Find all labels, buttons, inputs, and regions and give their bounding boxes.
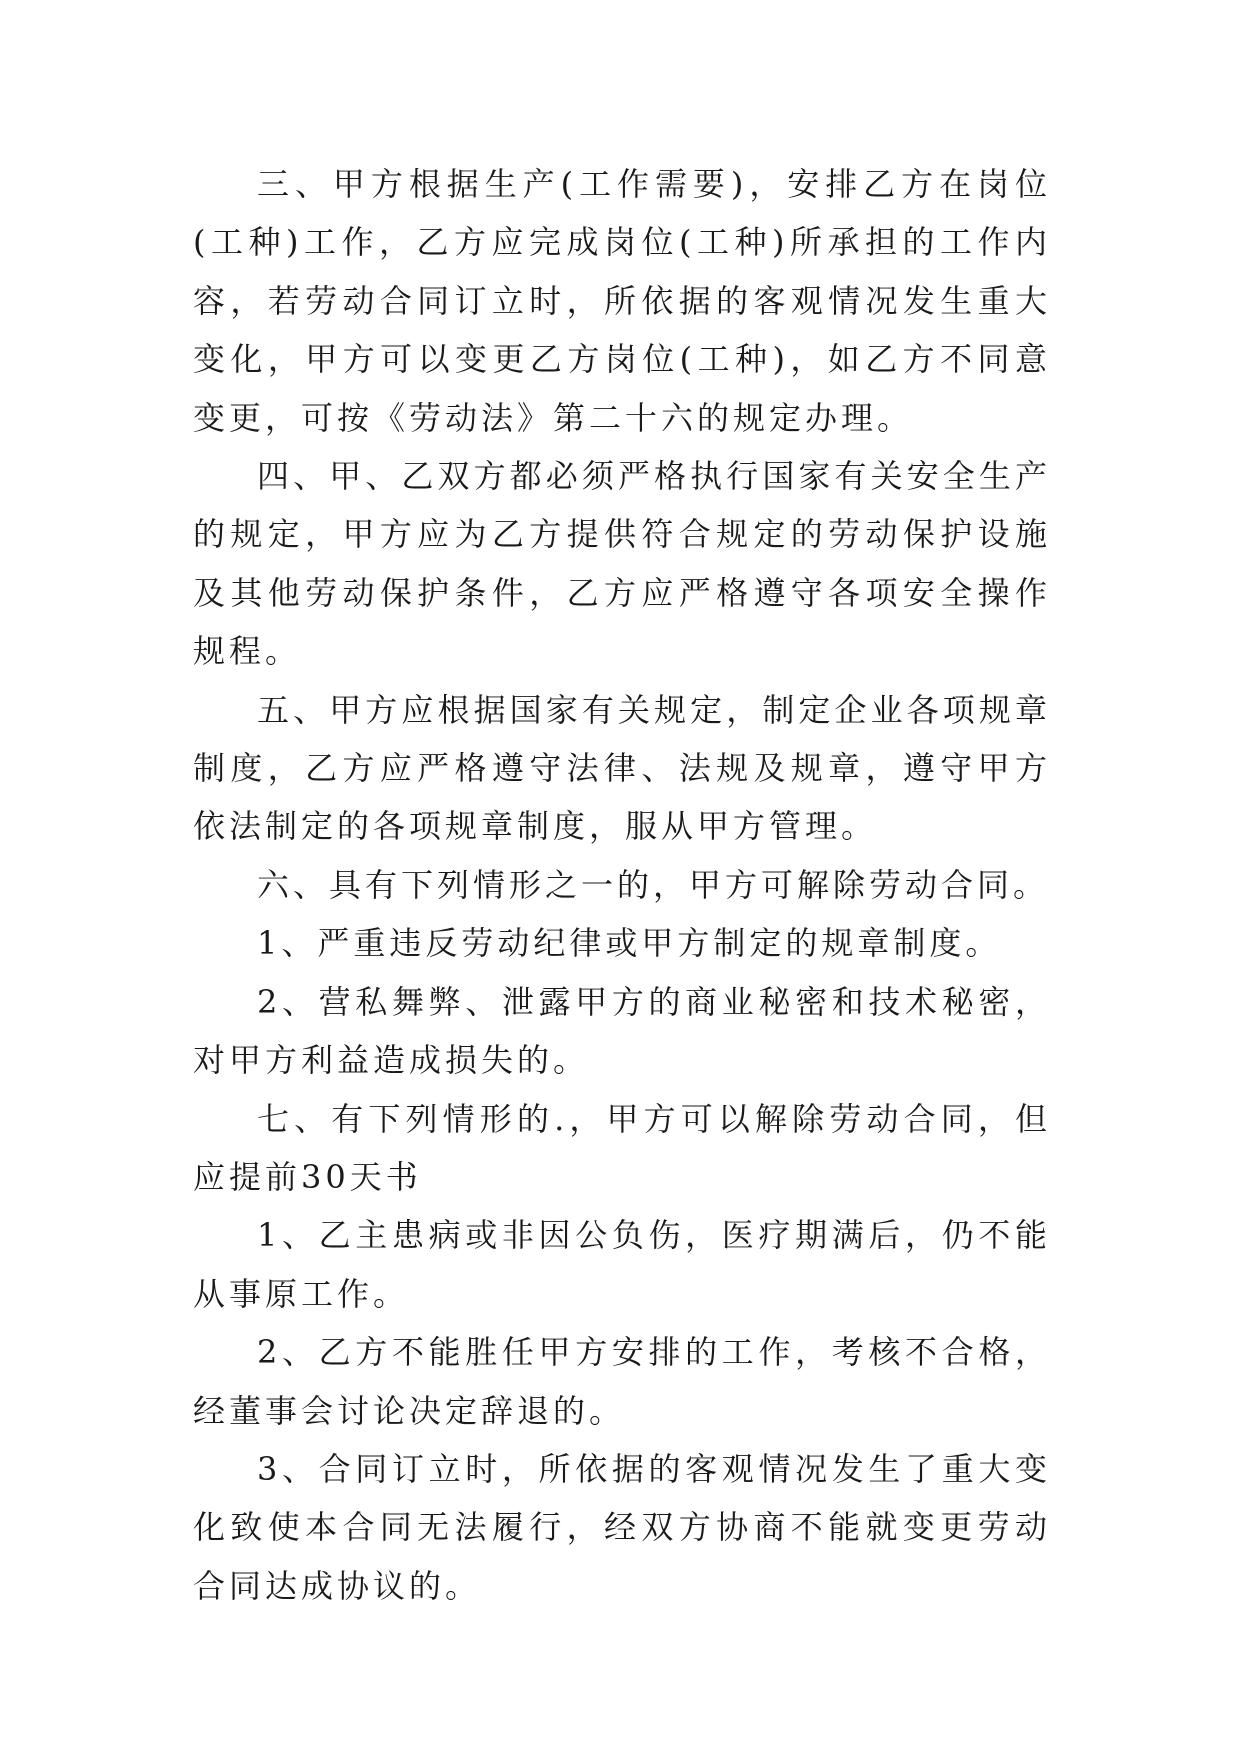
- clause-6-item-1: 1、严重违反劳动纪律或甲方制定的规章制度。: [257, 924, 1002, 963]
- clause-3-paragraph: 三、甲方根据生产(工作需要)，安排乙方在岗位(工种)工作，乙方应完成岗位(工种)所承担的工作内容，若劳动合同订立时，所依据的客观情况发生重大变化，甲方可以变更乙方岗位(工种)，如乙方不同意变更，可按《劳动法》第二十六的规定办理。: [193, 165, 1051, 437]
- clause-6-item-2: 2、营私舞弊、泄露甲方的商业秘密和技术秘密，对甲方利益造成损失的。: [193, 982, 1051, 1080]
- clause-5-paragraph: 五、甲方应根据国家有关规定，制定企业各项规章制度，乙方应严格遵守法律、法规及规章，遵守甲方依法制定的各项规章制度，服从甲方管理。: [193, 690, 1051, 846]
- clause-7-item-1: 1、乙主患病或非因公负伤，医疗期满后，仍不能从事原工作。: [193, 1216, 1051, 1313]
- clause-4-paragraph: 四、甲、乙双方都必须严格执行国家有关安全生产的规定，甲方应为乙方提供符合规定的劳动保护设施及其他劳动保护条件，乙方应严格遵守各项安全操作规程。: [193, 457, 1051, 671]
- clause-7-paragraph: 七、有下列情形的.，甲方可以解除劳动合同，但应提前30天书: [193, 1099, 1051, 1196]
- document-body: [193, 155, 1051, 1615]
- clause-7-item-2: 2、乙方不能胜任甲方安排的工作，考核不合格，经董事会讨论决定辞退的。: [193, 1333, 1051, 1430]
- clause-6-paragraph: 六、具有下列情形之一的，甲方可解除劳动合同。: [257, 865, 1050, 904]
- clause-7-item-3: 3、合同订立时，所依据的客观情况发生了重大变化致使本合同无法履行，经双方协商不能就变更劳动合同达成协议的。: [193, 1449, 1051, 1605]
